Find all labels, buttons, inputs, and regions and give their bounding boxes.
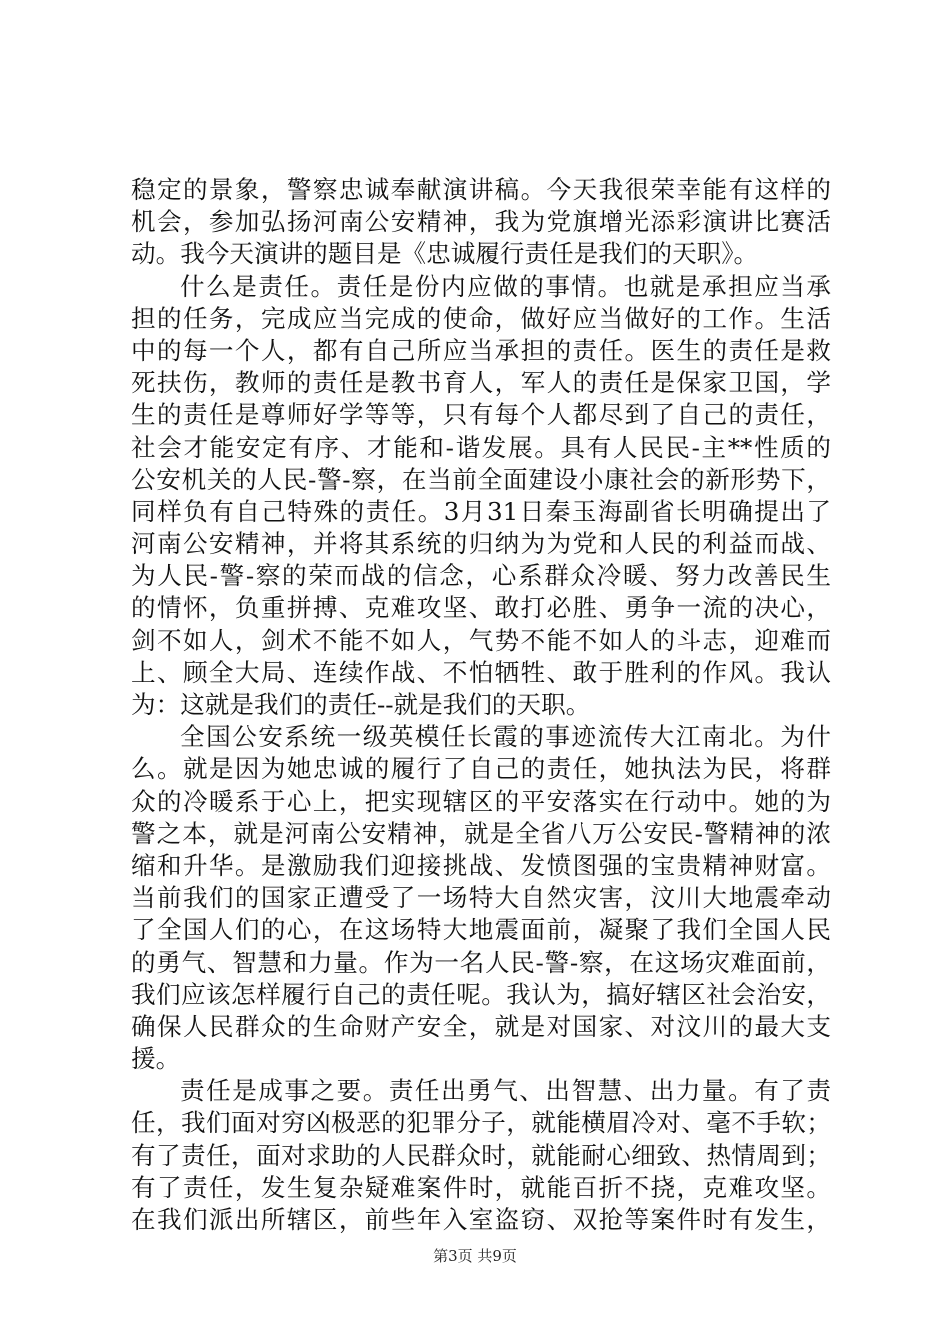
text-line: 警之本，就是河南公安精神，就是全省八万公安民-警精神的浓 xyxy=(131,818,831,848)
document-body xyxy=(131,174,831,1236)
text-line: 什么是责任。责任是份内应做的事情。也就是承担应当承 xyxy=(180,271,831,301)
text-line: 同样负有自己特殊的责任。3月31日秦玉海副省长明确提出了 xyxy=(131,496,831,526)
text-line: 公安机关的人民-警-察，在当前全面建设小康社会的新形势下， xyxy=(131,464,831,494)
text-line: 社会才能安定有序、才能和-谐发展。具有人民民-主**性质的 xyxy=(131,432,831,462)
text-line: 剑不如人，剑术不能不如人，气势不能不如人的斗志，迎难而 xyxy=(131,625,831,655)
text-line: 生的责任是尊师好学等等，只有每个人都尽到了自己的责任， xyxy=(131,400,831,430)
text-line: 援。 xyxy=(131,1044,181,1074)
text-line: 全国公安系统一级英模任长霞的事迹流传大江南北。为什 xyxy=(180,722,831,752)
page-number-label: 第3页 共9页 xyxy=(433,1247,517,1265)
page-footer xyxy=(0,1246,950,1266)
text-line: 有了责任，发生复杂疑难案件时，就能百折不挠，克难攻坚。 xyxy=(131,1172,831,1202)
text-line: 我们应该怎样履行自己的责任呢。我认为，搞好辖区社会治安， xyxy=(131,979,831,1009)
text-line: 有了责任，面对求助的人民群众时，就能耐心细致、热情周到； xyxy=(131,1140,831,1170)
text-line: 的勇气、智慧和力量。作为一名人民-警-察，在这场灾难面前， xyxy=(131,947,831,977)
text-line: 任，我们面对穷凶极恶的犯罪分子，就能横眉冷对、毫不手软； xyxy=(131,1108,831,1138)
text-line: 河南公安精神，并将其系统的归纳为为党和人民的利益而战、 xyxy=(131,529,831,559)
text-line: 的情怀，负重拼搏、克难攻坚、敢打必胜、勇争一流的决心， xyxy=(131,593,831,623)
text-line: 死扶伤，教师的责任是教书育人，军人的责任是保家卫国，学 xyxy=(131,368,831,398)
text-line: 责任是成事之要。责任出勇气、出智慧、出力量。有了责 xyxy=(180,1076,831,1106)
text-line: 么。就是因为她忠诚的履行了自己的责任，她执法为民，将群 xyxy=(131,754,831,784)
text-line: 中的每一个人，都有自己所应当承担的责任。医生的责任是救 xyxy=(131,335,831,365)
text-line: 担的任务，完成应当完成的使命，做好应当做好的工作。生活 xyxy=(131,303,831,333)
text-line: 众的冷暖系于心上，把实现辖区的平安落实在行动中。她的为 xyxy=(131,786,831,816)
text-line: 上、顾全大局、连续作战、不怕牺牲、敢于胜利的作风。我认 xyxy=(131,657,831,687)
text-line: 确保人民群众的生命财产安全，就是对国家、对汶川的最大支 xyxy=(131,1011,831,1041)
text-line: 动。我今天演讲的题目是《忠诚履行责任是我们的天职》。 xyxy=(131,239,759,269)
text-line: 机会，参加弘扬河南公安精神，我为党旗增光添彩演讲比赛活 xyxy=(131,207,831,237)
text-line: 在我们派出所辖区，前些年入室盗窃、双抢等案件时有发生， xyxy=(131,1205,831,1234)
text-line: 为：这就是我们的责任--就是我们的天职。 xyxy=(131,690,591,719)
text-line: 为人民-警-察的荣而战的信念，心系群众冷暖、努力改善民生 xyxy=(131,561,831,591)
text-line: 稳定的景象，警察忠诚奉献演讲稿。今天我很荣幸能有这样的 xyxy=(131,175,831,204)
text-line: 了全国人们的心，在这场特大地震面前，凝聚了我们全国人民 xyxy=(131,915,831,945)
text-line: 当前我们的国家正遭受了一场特大自然灾害，汶川大地震牵动 xyxy=(131,883,831,913)
text-line: 缩和升华。是激励我们迎接挑战、发愤图强的宝贵精神财富。 xyxy=(131,850,831,880)
